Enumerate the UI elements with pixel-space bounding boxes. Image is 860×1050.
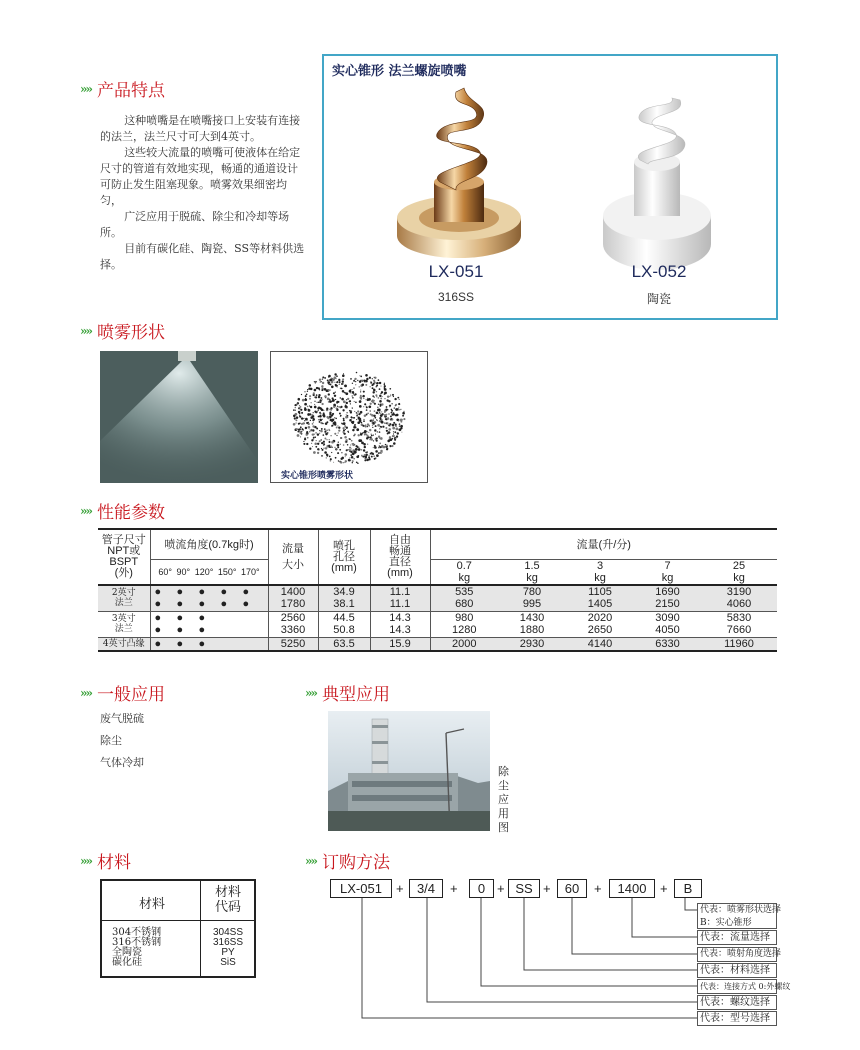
table-cell: 1430: [519, 611, 545, 624]
angle-dot: ●: [176, 598, 184, 611]
table-cell: 14.3: [370, 611, 430, 624]
table-cell: 50.8: [318, 624, 370, 637]
table-cell: 7660: [726, 624, 752, 637]
angle-dot: ●: [154, 611, 162, 624]
spray-photo: [100, 351, 258, 483]
order-label-model: 代表：型号选择: [697, 1011, 777, 1026]
angle-dot: ●: [198, 624, 206, 637]
table-cell: 2560: [268, 611, 318, 624]
angle-dot: ●: [154, 586, 162, 598]
table-cell: 1405: [587, 598, 613, 611]
table-cell: 3090: [655, 611, 680, 624]
table-cell: 2930: [519, 637, 545, 650]
features-paragraph: 这种喷嘴是在喷嘴接口上安装有连接的法兰，法兰尺寸可大到4英寸。: [100, 114, 301, 143]
order-plus: +: [497, 881, 505, 896]
order-label-pattern: 代表：喷雾形状选择 B：实心锥形: [697, 903, 777, 929]
spray-angle-dots: [150, 637, 268, 651]
product-model-lx051: LX-051: [428, 262, 484, 281]
angle-dot: ●: [242, 598, 250, 611]
table-cell: 1880: [519, 624, 545, 637]
features-paragraph: 这些较大流量的喷嘴可使液体在给定尺寸的管道有效地实现，畅通的通道设计可防止发生阻塞现象。喷雾效果细密均匀，: [100, 146, 301, 207]
table-cell: 535: [455, 586, 474, 598]
spray-angle-dots: [150, 598, 268, 611]
table-cell: 4140: [587, 637, 613, 650]
order-label-flow: 代表：流量选择: [697, 930, 777, 945]
angle-dot: ●: [198, 598, 206, 611]
header-angles: 60° 90° 120° 150° 170°: [150, 559, 268, 585]
bullet-marker: »»: [80, 685, 91, 700]
order-code-flow: 1400: [609, 879, 655, 898]
materials-header-name: 材料: [138, 897, 165, 912]
order-code-thread: 3/4: [409, 879, 443, 898]
section-title-features: »» 产品特点: [80, 81, 165, 101]
table-cell: 3360: [268, 624, 318, 637]
features-paragraph: 广泛应用于脱硫、除尘和冷却等场所。: [100, 210, 290, 239]
header-pipe-size: 管子尺寸 NPT或 BSPT (外): [98, 529, 150, 585]
table-cell: 44.5: [318, 611, 370, 624]
pipe-size-cell: 4英寸凸缘: [98, 637, 150, 651]
table-cell: 14.3: [370, 624, 430, 637]
spray-angle-dots: [150, 611, 268, 624]
nozzle-ceramic-image: [600, 98, 714, 274]
header-free-passage: 自由 畅通 直径 (mm): [370, 529, 430, 585]
product-box: [322, 54, 778, 320]
section-title-general: »» 一般应用: [80, 685, 165, 705]
table-cell: 5830: [726, 611, 752, 624]
table-cell: 34.9: [318, 585, 370, 598]
table-cell: 15.9: [370, 637, 430, 651]
header-flow-rate: 流量(升/分): [430, 529, 777, 559]
materials-header-code: 材料 代码: [214, 885, 241, 915]
angle-dot: ●: [198, 637, 206, 650]
header-flow-size: 流量 大小: [268, 529, 318, 585]
bullet-marker: »»: [305, 685, 316, 700]
header-pressure: 7 kg: [661, 559, 674, 584]
header-pressure: 25 kg: [732, 559, 746, 584]
order-code-pattern: B: [674, 879, 702, 898]
order-plus: +: [396, 881, 404, 896]
table-cell: 3190: [726, 586, 752, 598]
order-code-connection: 0: [469, 879, 494, 898]
materials-table: [100, 879, 256, 978]
table-cell: 2000: [452, 637, 477, 650]
order-code-angle: 60: [557, 879, 587, 898]
angle-dot: ●: [176, 624, 184, 637]
order-code-material: SS: [508, 879, 540, 898]
table-cell: 1280: [452, 624, 477, 637]
bullet-marker: »»: [80, 81, 91, 96]
table-cell: 11.1: [370, 598, 430, 611]
order-plus: +: [594, 881, 602, 896]
general-apps-list: [100, 708, 144, 774]
spray-pattern-caption: 实心锥形喷雾形状: [281, 471, 354, 481]
angle-dot: ●: [154, 637, 162, 650]
header-pressure: 0.7 kg: [456, 559, 472, 584]
angle-dot: ●: [242, 586, 250, 598]
order-plus: +: [450, 881, 458, 896]
list-item: 废气脱硫: [100, 712, 144, 725]
angle-dot: ●: [176, 586, 184, 598]
section-title-order: »» 订购方法: [305, 853, 390, 873]
table-cell: 38.1: [318, 598, 370, 611]
bullet-marker: »»: [80, 323, 91, 338]
table-row: [98, 611, 777, 624]
table-cell: 4050: [655, 624, 680, 637]
table-cell: 1400: [268, 585, 318, 598]
table-cell: 680: [455, 598, 474, 611]
spray-pattern-image: [289, 368, 409, 468]
header-orifice: 喷孔 孔径 (mm): [318, 529, 370, 585]
angle-dot: ●: [198, 586, 206, 598]
section-title-typical: »» 典型应用: [305, 685, 390, 705]
table-cell: 4060: [726, 598, 752, 611]
nozzle-316ss-image: [394, 86, 524, 272]
header-pressure: 3 kg: [594, 559, 606, 584]
table-row: [98, 598, 777, 611]
table-cell: 2020: [587, 611, 613, 624]
pipe-size-cell: 2英寸 法兰: [98, 585, 150, 611]
materials-codes: 304SS 316SS PY SiS: [212, 927, 244, 968]
dust-removal-photo: [328, 711, 490, 831]
table-row: [98, 585, 777, 598]
angle-dot: ●: [176, 611, 184, 624]
section-title-performance: »» 性能参数: [80, 503, 165, 523]
table-row: [98, 624, 777, 637]
table-cell: 2150: [655, 598, 680, 611]
bullet-marker: »»: [305, 853, 316, 868]
section-title-materials: »» 材料: [80, 853, 131, 873]
angle-dot: ●: [154, 598, 162, 611]
features-paragraph: 目前有碳化硅、陶瓷、SS等材料供选择。: [100, 242, 305, 271]
table-cell: 1780: [268, 598, 318, 611]
table-row: [98, 637, 777, 651]
typical-app-caption: 除尘应用图: [498, 765, 509, 834]
spray-pattern-panel: [270, 351, 428, 483]
product-box-title: 实心锥形 法兰螺旋喷嘴: [332, 64, 467, 79]
pipe-size-cell: 3英寸 法兰: [98, 611, 150, 637]
order-code-model: LX-051: [330, 879, 392, 898]
section-title-spray: »» 喷雾形状: [80, 323, 165, 343]
angle-dot: ●: [154, 624, 162, 637]
table-cell: 2650: [587, 624, 613, 637]
angle-dot: ●: [220, 598, 228, 611]
table-cell: 1105: [588, 586, 612, 598]
list-item: 除尘: [100, 734, 122, 747]
table-cell: 995: [522, 598, 542, 611]
angle-dot: ●: [176, 637, 184, 650]
list-item: 气体冷却: [100, 756, 144, 769]
order-label-thread: 代表：螺纹选择: [697, 995, 777, 1010]
bullet-marker: »»: [80, 853, 91, 868]
angle-dot: ●: [220, 586, 228, 598]
product-material-lx051: 316SS: [437, 290, 475, 304]
spray-angle-dots: [150, 624, 268, 637]
features-text: [100, 113, 308, 273]
product-model-lx052: LX-052: [631, 262, 687, 281]
table-cell: 11960: [724, 637, 754, 650]
order-plus: +: [660, 881, 668, 896]
header-pressure: 1.5 kg: [524, 559, 540, 584]
spray-angle-dots: [150, 585, 268, 598]
table-cell: 780: [522, 586, 542, 598]
table-cell: 1690: [655, 586, 680, 598]
product-material-lx052: 陶瓷: [646, 292, 671, 306]
order-label-angle: 代表：喷射角度选择: [697, 947, 777, 962]
performance-table: [98, 528, 777, 652]
table-cell: 5250: [268, 637, 318, 651]
bullet-marker: »»: [80, 503, 91, 518]
table-cell: 980: [455, 611, 474, 624]
materials-names: 304不锈钢 316不锈钢 全陶瓷 碳化硅: [112, 927, 162, 968]
order-label-material: 代表：材料选择: [697, 963, 777, 978]
table-cell: 11.1: [370, 585, 430, 598]
table-cell: 6330: [655, 637, 680, 650]
order-plus: +: [543, 881, 551, 896]
order-label-connection: 代表：连接方式 0:外螺纹: [697, 979, 777, 994]
table-cell: 63.5: [318, 637, 370, 651]
header-spray-angle: 喷流角度(0.7kg时): [150, 529, 268, 559]
angle-dot: ●: [198, 611, 206, 624]
